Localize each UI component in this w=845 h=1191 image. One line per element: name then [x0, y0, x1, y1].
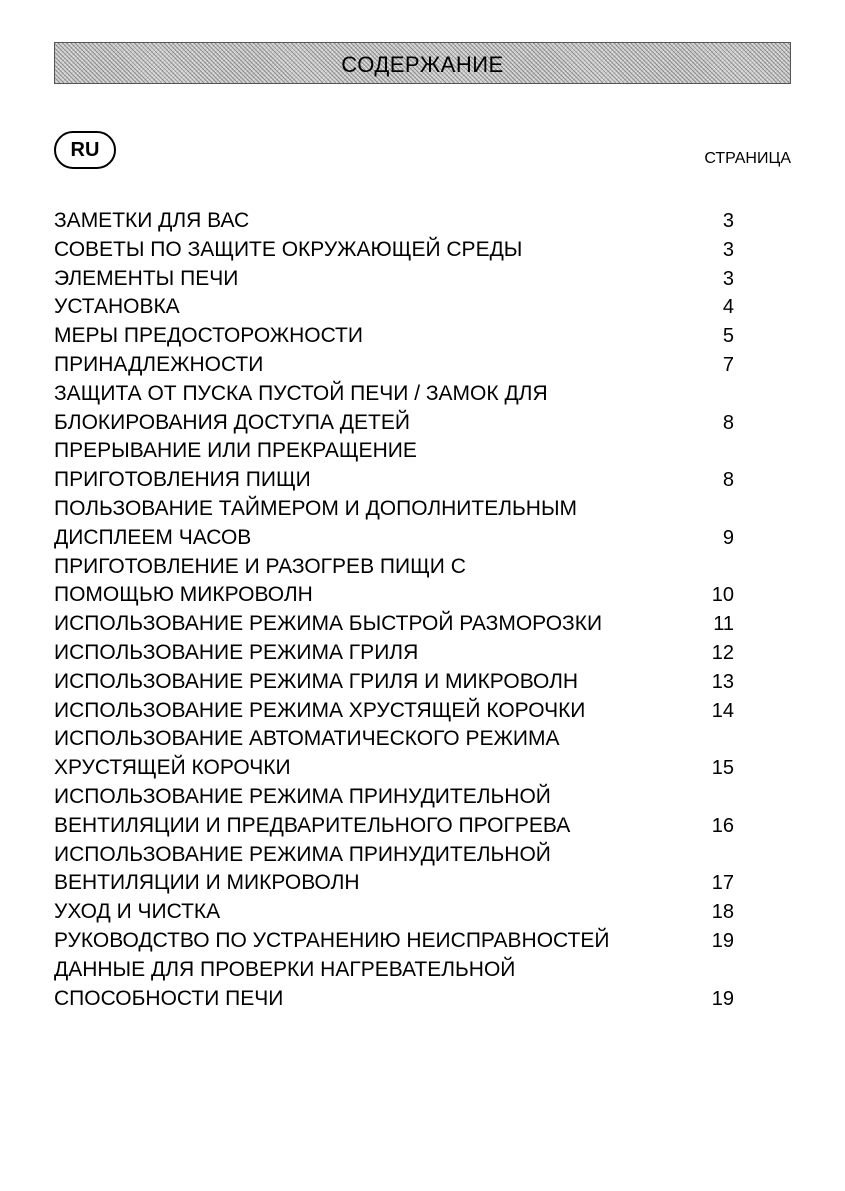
- toc-entry-title: МЕРЫ ПРЕДОСТОРОЖНОСТИ: [54, 324, 363, 348]
- toc-entry-line[interactable]: [54, 639, 744, 668]
- toc-entry-title: ИСПОЛЬЗОВАНИЕ РЕЖИМА ПРИНУДИТЕЛЬНОЙ: [54, 842, 551, 866]
- toc-entry-line[interactable]: [54, 956, 744, 985]
- toc-page-number: 5: [722, 325, 734, 348]
- toc-entry-title: УХОД И ЧИСТКА: [54, 900, 221, 924]
- toc-entry-line[interactable]: [54, 236, 744, 265]
- toc-page-number: 11: [713, 613, 734, 636]
- toc-page-number: 15: [711, 757, 734, 780]
- toc-page-number: 18: [711, 901, 734, 924]
- page-title: СОДЕРЖАНИЕ: [341, 52, 504, 77]
- toc-entry-title: ИСПОЛЬЗОВАНИЕ РЕЖИМА БЫСТРОЙ РАЗМОРОЗКИ: [54, 612, 603, 636]
- toc-page-number: 9: [722, 526, 734, 549]
- toc-entry-line[interactable]: [54, 322, 744, 351]
- toc-entry-title: СОВЕТЫ ПО ЗАЩИТЕ ОКРУЖАЮЩЕЙ СРЕДЫ: [54, 237, 523, 261]
- toc-entry-title: ПОМОЩЬЮ МИКРОВОЛН: [54, 583, 313, 607]
- toc-page-number: 17: [711, 872, 734, 895]
- toc-entry-line[interactable]: [54, 466, 744, 495]
- toc-entry-line[interactable]: [54, 668, 744, 697]
- toc-page-number: 8: [722, 469, 734, 492]
- toc-page-number: 3: [722, 267, 734, 290]
- toc-entry-title: ДИСПЛЕЕМ ЧАСОВ: [54, 525, 252, 549]
- toc-entry-line[interactable]: [54, 293, 744, 322]
- toc-entry-line[interactable]: [54, 380, 744, 409]
- toc-page-number: 4: [722, 296, 734, 319]
- toc-entry-line[interactable]: [54, 553, 744, 582]
- toc-entry-line[interactable]: [54, 265, 744, 294]
- toc-entry-line[interactable]: [54, 985, 744, 1014]
- toc-entry-line[interactable]: [54, 495, 744, 524]
- table-of-contents: [54, 207, 744, 1013]
- toc-entry-line[interactable]: [54, 869, 744, 898]
- toc-entry-title: ВЕНТИЛЯЦИИ И ПРЕДВАРИТЕЛЬНОГО ПРОГРЕВА: [54, 813, 571, 837]
- toc-entry-title: ИСПОЛЬЗОВАНИЕ РЕЖИМА ГРИЛЯ И МИКРОВОЛН: [54, 669, 579, 693]
- toc-entry-title: УСТАНОВКА: [54, 295, 180, 319]
- toc-entry-title: ИСПОЛЬЗОВАНИЕ РЕЖИМА ГРИЛЯ: [54, 640, 419, 664]
- toc-entry-line[interactable]: [54, 207, 744, 236]
- toc-page-number: 8: [722, 411, 734, 434]
- toc-entry-title: ДАННЫЕ ДЛЯ ПРОВЕРКИ НАГРЕВАТЕЛЬНОЙ: [54, 957, 516, 981]
- toc-entry-title: ПРЕРЫВАНИЕ ИЛИ ПРЕКРАЩЕНИЕ: [54, 439, 417, 463]
- toc-entry-title: ЭЛЕМЕНТЫ ПЕЧИ: [54, 266, 239, 290]
- toc-page-number: 16: [711, 814, 734, 837]
- toc-entry-line[interactable]: [54, 409, 744, 438]
- toc-entry-line[interactable]: [54, 898, 744, 927]
- toc-entry-line[interactable]: [54, 524, 744, 553]
- toc-entry-title: ПОЛЬЗОВАНИЕ ТАЙМЕРОМ И ДОПОЛНИТЕЛЬНЫМ: [54, 496, 578, 520]
- toc-page-number: 14: [711, 699, 734, 722]
- toc-entry-line[interactable]: [54, 783, 744, 812]
- toc-entry-title: ПРИНАДЛЕЖНОСТИ: [54, 352, 264, 376]
- toc-page-number: 10: [711, 584, 734, 607]
- toc-entry-title: ПРИГОТОВЛЕНИЕ И РАЗОГРЕВ ПИЩИ С: [54, 554, 466, 578]
- toc-entry-line[interactable]: [54, 610, 744, 639]
- toc-entry-line[interactable]: [54, 351, 744, 380]
- toc-entry-title: ИСПОЛЬЗОВАНИЕ АВТОМАТИЧЕСКОГО РЕЖИМА: [54, 727, 560, 751]
- toc-entry-line[interactable]: [54, 437, 744, 466]
- toc-page-number: 7: [722, 353, 734, 376]
- toc-entry-title: ЗАЩИТА ОТ ПУСКА ПУСТОЙ ПЕЧИ / ЗАМОК ДЛЯ: [54, 381, 548, 405]
- language-badge: RU: [54, 131, 116, 169]
- toc-entry-line[interactable]: [54, 927, 744, 956]
- toc-entry-title: ВЕНТИЛЯЦИИ И МИКРОВОЛН: [54, 871, 360, 895]
- toc-entry-title: ПРИГОТОВЛЕНИЯ ПИЩИ: [54, 468, 311, 492]
- toc-entry-title: РУКОВОДСТВО ПО УСТРАНЕНИЮ НЕИСПРАВНОСТЕЙ: [54, 928, 610, 952]
- toc-entry-title: СПОСОБНОСТИ ПЕЧИ: [54, 986, 284, 1010]
- toc-entry-line[interactable]: [54, 812, 744, 841]
- toc-entry-line[interactable]: [54, 581, 744, 610]
- toc-entry-line[interactable]: [54, 697, 744, 726]
- toc-page-number: 12: [711, 641, 734, 664]
- toc-entry-title: БЛОКИРОВАНИЯ ДОСТУПА ДЕТЕЙ: [54, 410, 410, 434]
- contents-header-bar: [54, 42, 791, 84]
- toc-entry-title: ЗАМЕТКИ ДЛЯ ВАС: [54, 209, 250, 232]
- toc-page-number: 19: [711, 987, 734, 1010]
- toc-entry-title: ХРУСТЯЩЕЙ КОРОЧКИ: [54, 756, 291, 780]
- toc-page-number: 3: [722, 210, 734, 232]
- toc-page-number: 13: [711, 670, 734, 693]
- toc-entry-title: ИСПОЛЬЗОВАНИЕ РЕЖИМА ПРИНУДИТЕЛЬНОЙ: [54, 784, 551, 808]
- page-column-label: СТРАНИЦА: [704, 150, 791, 167]
- toc-entry-title: ИСПОЛЬЗОВАНИЕ РЕЖИМА ХРУСТЯЩЕЙ КОРОЧКИ: [54, 698, 586, 722]
- toc-entry-line[interactable]: [54, 841, 744, 870]
- toc-page-number: 19: [711, 929, 734, 952]
- toc-entry-line[interactable]: [54, 754, 744, 783]
- toc-entry-line[interactable]: [54, 725, 744, 754]
- toc-page-number: 3: [722, 238, 734, 261]
